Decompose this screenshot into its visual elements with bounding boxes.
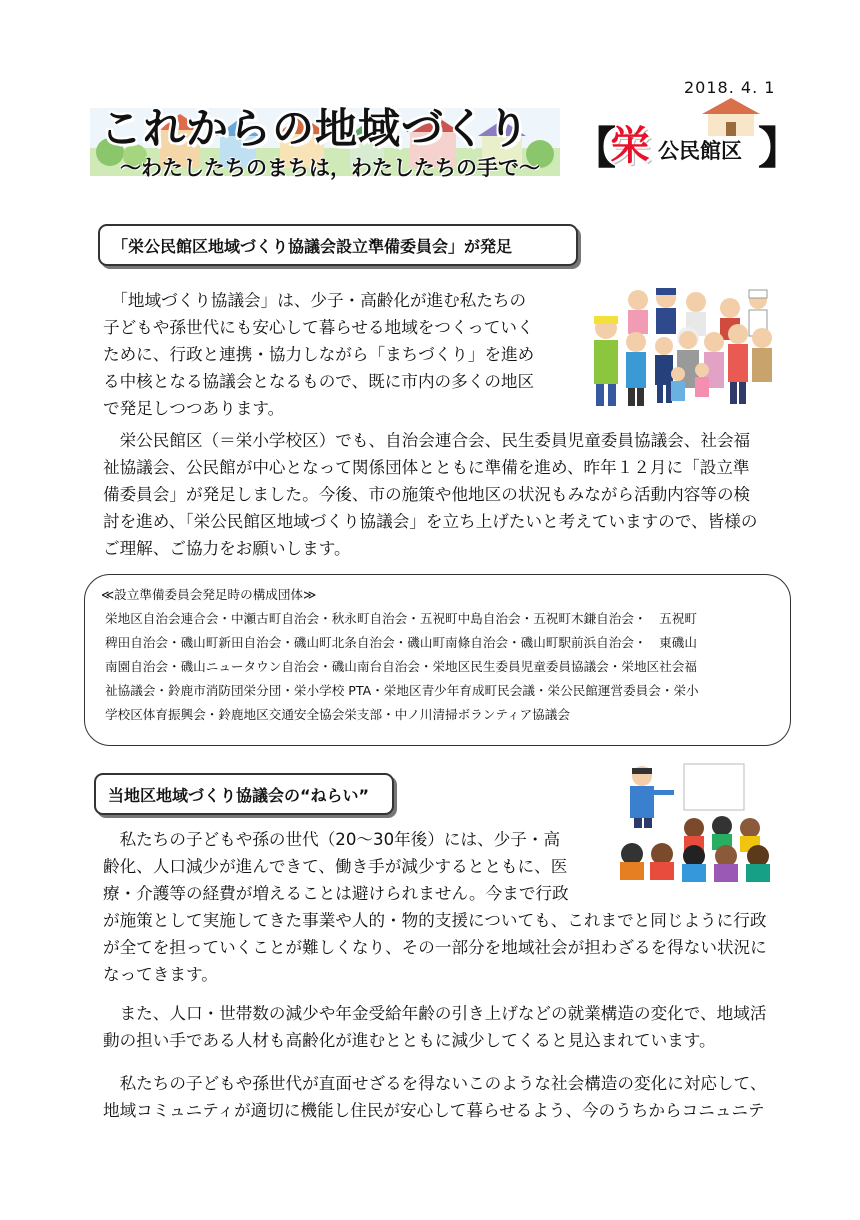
section2-paragraph3 <box>103 1070 793 1124</box>
text-line: 栄公民館区（＝栄小学校区）でも、自治会連合会、民生委員児童委員協議会、社会福 <box>103 431 751 450</box>
member-groups-line: 稗田自治会・磯山町新田自治会・磯山町北条自治会・磯山町南條自治会・磯山町駅前浜自治会・ 東磯山 <box>105 635 697 650</box>
text-line: 「地域づくり協議会」は、少子・高齢化が進む私たちの <box>103 291 527 310</box>
text-line: 祉協議会、公民館が中心となって関係団体とともに準備を進め、昨年１２月に「設立準 <box>103 458 750 477</box>
text-line: 備委員会」が発足しました。今後、市の施策や他地区の状況もみながら活動内容等の検 <box>103 485 751 504</box>
text-line: で発足しつつあります。 <box>103 399 285 418</box>
text-line: 私たちの子どもや孫の世代（20～30年後）には、少子・高 <box>103 830 561 849</box>
community-people-illustration <box>578 286 783 414</box>
bracket-right: 】 <box>758 123 802 174</box>
text-line: 討を進め、「栄公民館区地域づくり協議会」を立ち上げたいと考えていますので、皆様の <box>103 512 758 531</box>
member-groups-title: ≪設立準備委員会発足時の構成団体≫ <box>101 587 317 602</box>
text-line: また、人口・世帯数の減少や年金受給年齢の引き上げなどの就業構造の変化で、地域活 <box>103 1004 767 1023</box>
member-groups-line: 栄地区自治会連合会・中瀬古町自治会・秋永町自治会・五祝町中島自治会・五祝町木鎌自治会・ 五祝町 <box>105 611 697 626</box>
text-line: が全てを担っていくことが難しくなり、その一部分を地域社会が担わざるを得ない状況に <box>103 938 767 957</box>
text-line: 私たちの子どもや孫世代が直面せざるを得ないこのような社会構造の変化に対応して、 <box>103 1074 767 1093</box>
text-line: 子どもや孫世代にも安心して暮らせる地域をつくっていく <box>103 318 534 337</box>
text-line: 齢化、人口減少が進んできて、働き手が減少するとともに、医 <box>103 857 568 876</box>
newsletter-subtitle: ～わたしたちのまちは，わたしたちの手で～ <box>120 156 540 180</box>
member-groups-line: 南園自治会・磯山ニュータウン自治会・磯山南台自治会・栄地区民生委員児童委員協議会・栄地区社会福 <box>105 659 697 674</box>
section1-heading: 「栄公民館区地域づくり協議会設立準備委員会」が発足 <box>98 224 578 266</box>
text-line: る中核となる協議会となるもので、既に市内の多くの地区 <box>103 372 535 391</box>
district-name: 栄 <box>610 123 650 169</box>
member-groups-line: 祉協議会・鈴鹿市消防団栄分団・栄小学校 PTA・栄地区青少年育成町民会議・栄公民館運営委員会・栄小 <box>105 683 699 698</box>
section1-paragraph1 <box>103 287 563 422</box>
member-groups-box <box>84 574 791 746</box>
section2-heading: 当地区地域づくり協議会の“ねらい” <box>94 773 394 815</box>
district-suffix: 公民館区 <box>658 139 742 163</box>
newsletter-title: これからの地域づくり <box>100 104 531 153</box>
text-line: ために、行政と連携・協力しながら「まちづくり」を進め <box>103 345 535 364</box>
text-line: なってきます。 <box>103 965 218 984</box>
section1-paragraph2 <box>103 427 793 562</box>
section2-paragraph1 <box>103 826 793 988</box>
text-line: が施策として実施してきた事業や人的・物的支援についても、これまでと同じように行政 <box>103 911 767 930</box>
text-line: 地域コミュニティが適切に機能し住民が安心して暮らせるよう、今のうちからコニュニテ <box>103 1101 765 1120</box>
issue-date: 2018. 4. 1 <box>684 78 776 97</box>
text-line: 動の担い手である人材も高齢化が進むとともに減少してくると見込まれています。 <box>103 1031 716 1050</box>
text-line: ご理解、ご協力をお願いします。 <box>103 539 351 558</box>
member-groups-line: 学校区体育振興会・鈴鹿地区交通安全協会栄支部・中ノ川清掃ボランティア協議会 <box>105 707 570 722</box>
text-line: 療・介護等の経費が増えることは避けられません。今まで行政 <box>103 884 569 903</box>
house-illustration <box>700 96 762 136</box>
section2-paragraph2 <box>103 1000 793 1054</box>
bracket-left: 【 <box>572 123 616 174</box>
